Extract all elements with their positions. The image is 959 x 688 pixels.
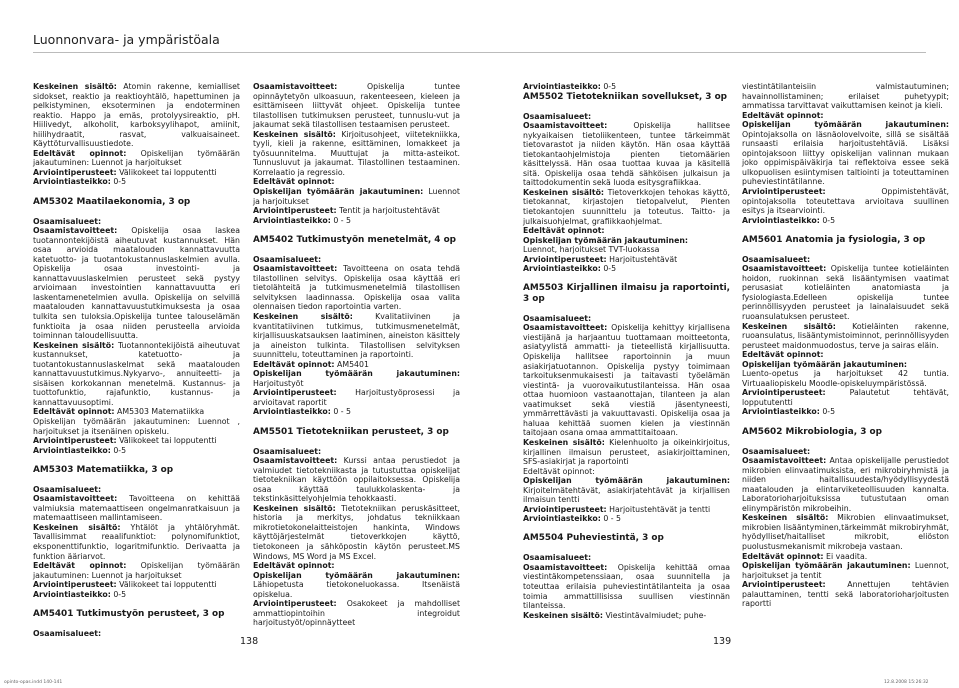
field-label: Arviointiasteikko:	[253, 407, 331, 417]
field-text: Opiskelija tuntee opinnäytetyön ulkoasuun, rakenteeseen, kieleen ja esittämiseen liittyvät ohjeet. Opiskelija tuntee tilastollisen tutkimuksen perusteet, tunnuslu-vut ja jakaumat sekä tilastollisen testaamisen perusteet.	[253, 82, 460, 130]
course-paragraph	[253, 312, 460, 360]
field-label: Keskeinen sisältö:	[33, 340, 115, 350]
field-text: Lähiopetusta tietokoneluokassa. Itsenäistä opiskelua.	[253, 580, 460, 599]
field-text: AM5401	[334, 359, 369, 369]
field-label: Edeltävät opinnot:	[33, 561, 127, 571]
field-text: Tentit ja harjoitustehtävät	[336, 206, 440, 216]
field-text: Opiskelijan työmäärän jakautuminen: Luennot ja harjoitukset	[33, 561, 240, 580]
field-text: 0 - 5	[600, 514, 622, 524]
field-text: Yhtälöt ja yhtälöryhmät. Tavallisimmat reaalifunktiot: polynomifunktiot, eksponenttifunktio, logaritmifunktio. Derivaatta ja funktion ääriarvot.	[33, 522, 240, 561]
course-paragraph	[523, 314, 730, 324]
course-paragraph	[523, 236, 730, 246]
course-paragraph	[33, 168, 240, 178]
field-text: Luento-opetus ja harjoitukset 42 tuntia. Virtuaaliopiskelu Moodle-opiskeluympäristössä.	[742, 369, 949, 388]
field-label: Arviointiperusteet:	[523, 504, 607, 514]
course-paragraph	[253, 216, 460, 226]
field-label: Arviointiasteikko:	[523, 264, 601, 274]
page-number-right: 139	[713, 636, 732, 647]
field-text: Atomin rakenne, kemialliset sidokset, reaktio ja reaktioyhtälö, hapettuminen ja pelkistyminen, eksoterminen ja endoterminen reaktio. Happo ja emäs, protolyysireaktio, pH. Hiilivedyt, alkoholit, karboksyylihapot, amiinit, hiilihydraatit, rasvat, valkuaisaineet. Käyttöturvallisuustiedote.	[33, 82, 240, 149]
field-text: 0-5	[110, 445, 127, 455]
course-paragraph	[253, 206, 460, 216]
field-text: Opiskelija hallitsee nykyaikaisen tietoliikenteen, tuntee tärkeimmät tietovarastot ja niiden käytön. Hän osaa käyttää tietokantaohjelmistoja pienten tietomäärien käsittelyssä. Hän osaa tuottaa kuvaa ja käsitellä sitä. Opiskelija osaa tehdä sähköisen julkaisun ja taittodokumentin sekä luoda esitysgrafiikkaa.	[523, 121, 730, 188]
course-paragraph	[523, 255, 730, 265]
text-column-3	[523, 82, 730, 620]
course-paragraph	[33, 494, 240, 523]
field-text: Mikrobien elinvaatimukset, mikrobien lisääntyminen,tärkeimmät mikrobiryhmät, hyödylliset/haitalliset mikrobit, eliöston puolustusmekanismit mikrobeja vastaan.	[742, 513, 950, 551]
field-text: 0 - 5	[330, 215, 352, 225]
course-heading: AM5401 Tutkimustyön perusteet, 3 op	[33, 608, 225, 619]
course-paragraph	[523, 121, 730, 188]
field-text: Luennot, harjoitukset ja tentit	[742, 561, 949, 580]
field-label: Keskeinen sisältö:	[33, 82, 117, 91]
field-text: Tavoitteena on osata tehdä tilastollinen selvitys. Opiskelija osaa käyttää eri tietolähteitä ja tutkimusmenetelmiä tilastollisen selvityksen laadinnassa. Opiskelija osaa valita olennaisen tiedon raportointia varten.	[253, 264, 460, 312]
course-paragraph	[33, 436, 240, 446]
field-label: Opiskelijan työmäärän jakautuminen:	[742, 359, 908, 369]
field-label: Edeltävät opinnot:	[523, 226, 605, 236]
field-label: Arviointiasteikko:	[742, 407, 820, 417]
field-text: Välikokeet tai lopputentti	[116, 580, 217, 590]
course-paragraph	[33, 485, 240, 495]
field-text: 0-5	[600, 264, 617, 274]
course-paragraph	[253, 388, 460, 407]
course-paragraph	[33, 177, 240, 187]
field-text: Ei vaadita.	[823, 551, 868, 561]
course-paragraph	[523, 438, 730, 467]
course-heading: AM5303 Matematiikka, 3 op	[33, 464, 174, 475]
field-label: Opiskelijan työmäärän jakautuminen:	[742, 561, 911, 571]
field-text: Opiskelija kehittyy kirjallisena viestijänä ja harjaantuu tuottamaan moitteetonta, asiatyylistä ammatti- ja tieteellistä kirjallisuutta. Opiskelija hallitsee raportoinnin ja muun asiakirjatuotannon. Opiskelija pystyy toimimaan tarkoituksenmukaisesti ja taitavasti työelämän viestintä- ja vuorovaikutustilanteissa. Hän osaa ottaa huomioon vastaanottajan, tilanteen ja alan vaatimukset sekä viestiä jäsentyneesti, ymmärrettävästi ja vakuuttavasti. Opiskelija osaa ja haluaa kehittää suomen kielen ja viestinnän taitojaan osana omaa ammattitaitoaan.	[523, 323, 730, 438]
field-text: viestintätilanteisiin valmistautuminen; havainnollistaminen; erilaiset puhetyypit; ammatissa tarvittavat vaikuttamisen keinot ja kieli.	[742, 82, 949, 111]
course-heading: AM5602 Mikrobiologia, 3 op	[742, 426, 882, 437]
field-text: 0 - 5	[330, 407, 352, 417]
print-slug-right: 12.8.2008 15:26:32	[884, 680, 929, 685]
header-rule	[33, 52, 926, 53]
course-heading: AM5402 Tutkimustyön menetelmät, 4 op	[253, 234, 457, 245]
field-label: Osaamisalueet:	[253, 446, 322, 456]
field-text: Välikokeet tai lopputentti	[116, 436, 217, 446]
course-paragraph	[253, 187, 460, 206]
field-label: Osaamisalueet:	[33, 216, 102, 226]
field-text: Tietoverkkojen tehokas käyttö, tietokannat, kirjastojen tietopalvelut, Pienten tietokantojen suunnittelu ja toteutus. Taitto- ja julkaisuohjelmat, grafiikkaohjelmat.	[523, 187, 730, 226]
field-label: Edeltävät opinnot:	[33, 148, 127, 158]
field-label: Edeltävät opinnot:	[253, 359, 335, 369]
field-label: Osaamisalueet:	[742, 254, 811, 264]
field-text: Luennot ja harjoitukset	[253, 187, 460, 206]
field-text: Opiskelija osaa laskea tuotannontekijöistä aiheutuvat kustannukset. Hän osaa arvioida maatalouden kannattavuutta katetuotto- ja tuotantokustannuslaskelmien avulla. Opiskelija osaa investointi- ja kannattavuuslaskelmien perusteet sekä pystyy arvioimaan investointien kannattavuutta eri laskentamenetelmien avulla. Opiskelija on selvillä maatalouden kannattavuustutkimuksesta ja osaa tulkita sen tuloksia.Opiskelija tuntee talouselämän funktioita ja osaa niiden perusteella arvioida toiminnan taloudellisuutta.	[33, 226, 240, 341]
field-label: Arviointiperusteet:	[33, 167, 117, 177]
course-heading: AM5501 Tietotekniikan perusteet, 3 op	[253, 426, 449, 437]
course-paragraph	[742, 407, 949, 417]
field-text: Tuotannontekijöistä aiheutuvat kustannukset, katetuotto- ja tuotantokustannuslaskelmat sekä maatalouden kannattavuustutkimus.Nykyarvo-, annuiteetti- ja sisäisen korkokannan menetelmä. Kustannus- ja tuottofunktio, rajafunktio, kustannus- ja kannattavuusoptimi.	[33, 340, 240, 407]
field-text: Opiskelijan työmäärän jakautuminen: Luennot , harjoitukset ja itsenäinen opiskelu.	[33, 417, 240, 436]
field-label: Arviointiasteikko:	[253, 215, 331, 225]
course-paragraph	[253, 360, 460, 370]
course-heading: AM5601 Anatomia ja fysiologia, 3 op	[742, 234, 926, 245]
field-text: Harjoitustehtävät	[606, 254, 678, 264]
field-label: Edeltävät opinnot:	[253, 177, 335, 187]
course-heading: AM5302 Maatilaekonomia, 3 op	[33, 196, 191, 207]
print-slug-left: opinto-opas.indd 140-141	[4, 680, 63, 685]
course-paragraph	[33, 561, 240, 580]
field-text: Kurssi antaa perustiedot ja valmiudet tietotekniikasta ja tutustuttaa opiskelijat tietotekniikan käyttöön oppilaitoksessa. Opiskelija osaa käyttää taulukkolaskenta- ja tekstinkäsittelyohjelmia tehokkaasti.	[253, 456, 460, 504]
course-paragraph	[742, 120, 949, 187]
field-label: Osaamistavoitteet:	[253, 264, 338, 274]
field-text: Harjoitustehtävät ja tentti	[606, 504, 711, 514]
course-paragraph	[253, 561, 460, 571]
course-paragraph	[33, 407, 240, 417]
course-paragraph	[742, 561, 949, 580]
field-label: Opiskelijan työmäärän jakautuminen:	[253, 369, 460, 379]
field-text: Kielenhuolto ja oikeinkirjoitus, kirjallinen ilmaisun perusteet, asiakirjoittaminen, SFS-asiakirjat ja raportointi	[523, 437, 730, 467]
course-paragraph	[742, 388, 949, 407]
field-label: Osaamistavoitteet:	[742, 456, 827, 466]
field-label: Opiskelijan työmäärän jakautuminen:	[523, 235, 689, 245]
field-label: Keskeinen sisältö:	[742, 321, 836, 331]
spacer	[523, 102, 730, 112]
field-label: Osaamistavoitteet:	[742, 264, 827, 274]
course-paragraph	[742, 513, 949, 551]
course-paragraph	[33, 446, 240, 456]
field-label: Opiskelijan työmäärän jakautuminen:	[742, 120, 949, 130]
field-label: Arviointiperusteet:	[742, 187, 826, 197]
course-paragraph	[742, 552, 949, 562]
field-text: Osakokeet ja mahdolliset ammattiopintoihin integroidut harjoitustyöt/opinnäytteet	[253, 599, 460, 628]
field-text: Opintojaksolla on läsnäolovelvoite, sillä se sisältää runsaasti erilaisia harjoitustehtäviä. Lisäksi opintojaksoon liittyy opiskelijan valinnan mukaan joko oppimispäiväkirja tai reflektoiva essee sekä ulkopuolisen esiintymisen taltiointi ja toteuttaminen puheviestintätilanne.	[742, 129, 949, 187]
field-label: Arviointiasteikko:	[523, 82, 601, 91]
field-text: Tavoitteena on kehittää valmiuksia matemaattiseen ongelmanratkaisuun ja matemaattiseen mallintamiseen.	[33, 494, 240, 523]
field-text: Välikokeet tai lopputentti	[116, 167, 217, 177]
field-label: Osaamistavoitteet:	[253, 82, 338, 91]
field-text: Annettujen tehtävien palauttaminen, tentti sekä laboratorioharjoitusten raportti	[742, 580, 949, 609]
course-paragraph	[523, 226, 730, 236]
field-label: Osaamisalueet:	[523, 313, 592, 323]
course-paragraph	[742, 456, 949, 513]
course-heading: AM5504 Puheviestintä, 3 op	[523, 533, 664, 544]
course-paragraph	[253, 456, 460, 504]
field-text: Viestintävalmiudet; puhe-	[602, 610, 707, 620]
field-label: Keskeinen sisältö:	[523, 437, 605, 447]
field-text: Antaa opiskelijalle perustiedot mikrobien elinvaatimuksista, eri mikrobiryhmistä ja niiden haitallisuudesta/hyödyllisyydestä maatalouden ja elintarviketeollisuuden kannalta. Laboratorioharjoituksissa tutustutaan oman elinympäristön mikrobeihin.	[742, 456, 949, 513]
course-paragraph	[253, 447, 460, 457]
field-label: Keskeinen sisältö:	[523, 187, 605, 197]
field-label: Edeltävät opinnot:	[33, 407, 115, 417]
course-heading: AM5502 Tietotekniikan sovellukset, 3 op	[523, 91, 728, 102]
field-text: Oppimistehtävät, opintojaksolla toteutettava arvioitava suullinen esitys ja itsearviointi.	[742, 187, 949, 216]
field-label: Osaamisalueet:	[742, 446, 811, 456]
course-paragraph	[33, 580, 240, 590]
course-paragraph	[742, 255, 949, 265]
field-label: Keskeinen sisältö:	[523, 610, 603, 620]
course-paragraph	[523, 245, 730, 255]
course-paragraph	[523, 553, 730, 563]
course-paragraph	[33, 590, 240, 600]
course-paragraph	[742, 447, 949, 457]
field-text: 0-5	[819, 407, 836, 417]
field-text: Opiskelija tuntee kotieläinten hoidon, ruokinnan sekä lisääntymisen vaatimat perusasiat kotieläinten anatomiasta ja fysiologiasta.Edelleen opiskelija tuntee perinnöllisyyden perusteet ja lainalaisuudet sekä ruoansulatuksen perusteet.	[742, 264, 949, 321]
text-column-4	[742, 82, 949, 609]
field-text: 0-5	[110, 589, 127, 599]
field-label: Keskeinen sisältö:	[742, 513, 829, 523]
field-label: Arviointiperusteet:	[33, 580, 117, 590]
field-text: Opiskelija kehittää omaa viestintäkompetenssiaan, osaa suunnitella ja toteuttaa erilaisia puheviestintätilanteita ja osaa toimia ammattillisissa suullisen viestinnän tilanteissa.	[523, 562, 730, 611]
field-label: Edeltävät opinnot:	[742, 350, 824, 360]
field-label: Osaamisalueet:	[523, 111, 592, 121]
field-label: Arviointiperusteet:	[33, 436, 117, 446]
field-label: Edeltävät opinnot:	[742, 551, 824, 561]
course-paragraph	[523, 476, 730, 505]
field-text: Kotieläinten rakenne, ruoansulatus, lisääntymistoiminnot, perinnöllisyyden perusteet maidonmuodostus, terve ja sairas eläin.	[742, 321, 949, 350]
page-title: Luonnonvara- ja ympäristöala	[33, 32, 220, 47]
course-paragraph	[742, 216, 949, 226]
course-paragraph	[33, 629, 240, 639]
field-text: 0-5	[110, 177, 127, 187]
text-column-2	[253, 82, 460, 628]
field-text: Palautetut tehtävät, loppututentti	[742, 388, 949, 407]
field-label: Osaamistavoitteet:	[523, 562, 608, 572]
field-label: Arviointiperusteet:	[523, 254, 607, 264]
course-paragraph	[33, 149, 240, 168]
course-paragraph	[33, 82, 240, 149]
field-label: Arviointiasteikko:	[523, 514, 601, 524]
course-paragraph	[742, 187, 949, 216]
course-paragraph	[33, 226, 240, 341]
field-label: Arviointiasteikko:	[742, 215, 820, 225]
field-text: Kvalitatiivinen ja kvantitatiivinen tutkimus, tutkimusmenetelmät, kirjallisuuskatsauksen laatiminen, aineiston käsittely ja aineiston tulkinta. Tilastollisen selvityksen suunnittelu, toteuttaminen ja raportointi.	[253, 311, 460, 360]
course-paragraph	[742, 322, 949, 351]
course-paragraph	[253, 264, 460, 312]
field-text: Opiskelijan työmäärän jakautuminen: Luennot ja harjoitukset	[33, 148, 240, 168]
field-label: Keskeinen sisältö:	[33, 522, 121, 532]
course-paragraph	[253, 599, 460, 628]
field-text: Edeltävät opinnot:	[523, 466, 595, 476]
course-paragraph	[253, 407, 460, 417]
field-text: Tietotekniikan peruskäsitteet, historia ja merkitys, johdatus tekniikkaan mikrotietokonelaitteistojen hankinta, Windows käyttöjärjestelmät tietoverkkojen käyttö, tietokoneen ja sähköpostin käytön perusteet.MS Windows, MS Word ja MS Excel.	[253, 503, 460, 561]
field-label: Edeltävät opinnot:	[253, 561, 335, 571]
course-paragraph	[523, 112, 730, 122]
course-paragraph	[253, 504, 460, 561]
page-number-left: 138	[240, 636, 259, 647]
field-label: Osaamisalueet:	[253, 254, 322, 264]
field-text: 0-5	[600, 82, 617, 91]
field-label: Osaamistavoitteet:	[33, 494, 118, 504]
field-label: Edeltävät opinnot:	[742, 110, 824, 120]
field-label: Osaamistavoitteet:	[523, 323, 608, 333]
course-paragraph	[523, 82, 730, 92]
field-text: Kirjoitusohjeet, viitetekniikka, tyyli, kieli ja rakenne, esittäminen, lomakkeet ja työsuunnitelma. Muuttujat ja mitta-asteikot. Tunnusluvut ja jakaumat. Tilastollinen testaaminen. Korrelaatio ja regressio.	[253, 129, 460, 177]
field-label: Keskeinen sisältö:	[253, 311, 353, 321]
field-label: Arviointiasteikko:	[33, 177, 111, 187]
course-paragraph	[33, 341, 240, 408]
field-label: Osaamistavoitteet:	[33, 226, 118, 236]
course-paragraph	[253, 130, 460, 178]
field-text: AM5303 Matematiikka	[114, 407, 205, 417]
course-heading: AM5503 Kirjallinen ilmaisu ja raportointi, 3 op	[523, 283, 730, 304]
field-text: Kirjoitelmätehtävät, asiakirjatehtävät ja kirjallisen ilmaisun tentti	[523, 485, 730, 505]
course-paragraph	[742, 350, 949, 360]
course-paragraph	[742, 82, 949, 111]
course-paragraph	[33, 417, 240, 436]
course-paragraph	[253, 571, 460, 600]
field-label: Arviointiperusteet:	[253, 206, 337, 216]
text-column-1	[33, 82, 240, 638]
field-text: 0-5	[819, 215, 836, 225]
course-paragraph	[523, 467, 730, 477]
field-label: Opiskelijan työmäärän jakautuminen:	[253, 187, 424, 197]
course-paragraph	[742, 111, 949, 121]
field-label: Osaamistavoitteet:	[253, 456, 338, 466]
course-paragraph	[523, 611, 730, 621]
course-paragraph	[523, 514, 730, 524]
course-paragraph	[253, 369, 460, 388]
field-label: Keskeinen sisältö:	[253, 503, 336, 513]
field-label: Arviointiperusteet:	[742, 388, 826, 398]
course-paragraph	[33, 523, 240, 561]
course-paragraph	[523, 264, 730, 274]
course-paragraph	[253, 177, 460, 187]
field-label: Arviointiperusteet:	[253, 388, 337, 398]
course-paragraph	[253, 255, 460, 265]
course-paragraph	[33, 217, 240, 227]
field-label: Osaamisalueet:	[33, 484, 102, 494]
course-paragraph	[523, 505, 730, 515]
field-label: Arviointiasteikko:	[33, 445, 111, 455]
field-label: Opiskelijan työmäärän jakautuminen:	[523, 476, 730, 486]
field-label: Keskeinen sisältö:	[253, 129, 336, 139]
field-label: Arviointiperusteet:	[253, 599, 337, 609]
field-text: Harjoitustyöt	[253, 378, 304, 388]
field-text: Luennot, harjoitukset TVT-luokassa	[523, 245, 660, 255]
course-paragraph	[742, 580, 949, 609]
course-paragraph	[523, 323, 730, 438]
field-text: Harjoitustyöprosessi ja arvioitavat raportit	[253, 388, 460, 407]
field-label: Arviointiasteikko:	[33, 589, 111, 599]
field-label: Osaamisalueet:	[33, 628, 102, 638]
field-label: Opiskelijan työmäärän jakautuminen:	[253, 570, 460, 580]
course-paragraph	[742, 264, 949, 321]
field-label: Osaamisalueet:	[523, 553, 592, 563]
course-paragraph	[253, 82, 460, 130]
field-label: Arviointiperusteet:	[742, 580, 826, 590]
course-paragraph	[523, 188, 730, 226]
field-label: Osaamistavoitteet:	[523, 121, 608, 131]
course-paragraph	[742, 360, 949, 370]
course-paragraph	[523, 563, 730, 611]
course-paragraph	[742, 369, 949, 388]
